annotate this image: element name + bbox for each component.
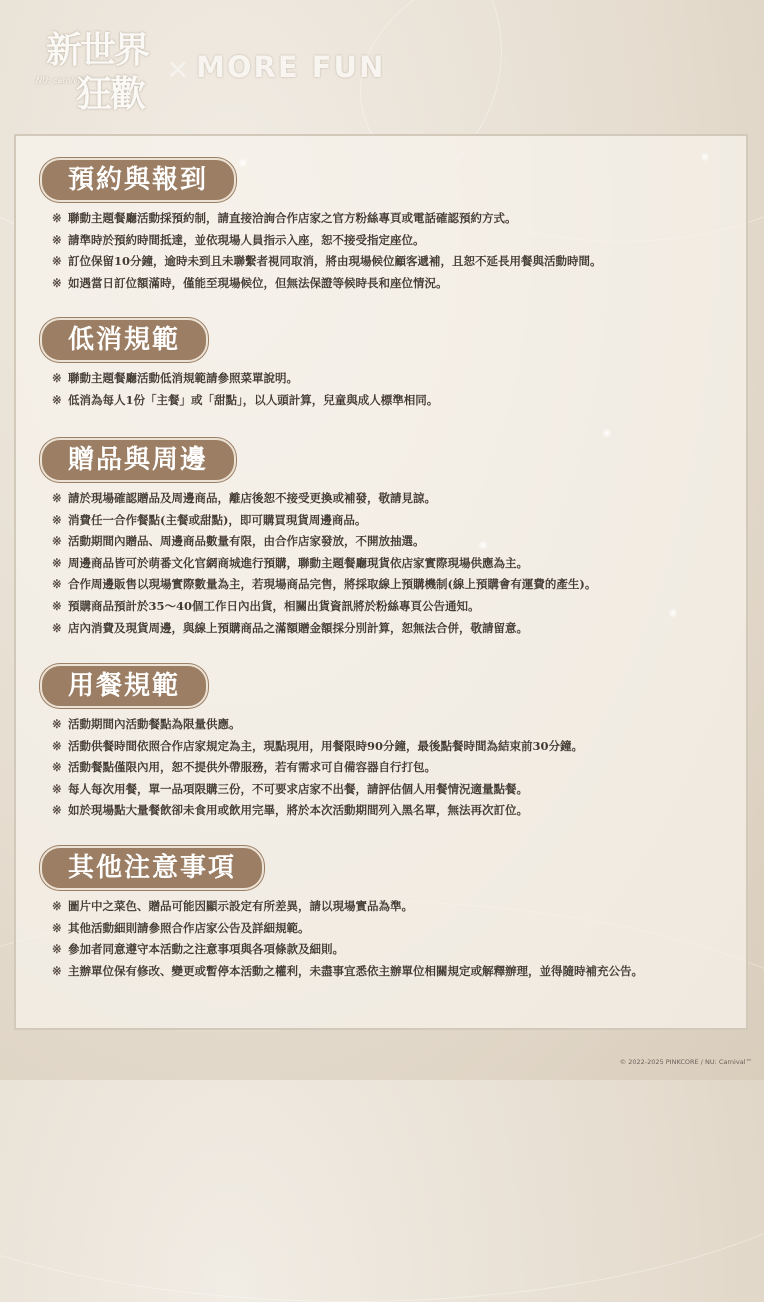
bullet-mark: ※ <box>52 598 62 613</box>
section-dining-rules <box>40 664 583 822</box>
item-text: 請準時於預約時間抵達，並依現場人員指示入座，恕不接受指定座位。 <box>68 232 425 247</box>
bullet-mark: ※ <box>52 275 62 290</box>
sparkle-decor <box>668 608 678 618</box>
item-text: 活動期間內贈品、周邊商品數量有限，由合作店家發放，不開放抽選。 <box>68 534 425 549</box>
sparkle-decor <box>602 428 612 438</box>
list-item <box>52 714 583 736</box>
bullet-mark: ※ <box>52 899 62 913</box>
item-text: 每人每次用餐，單一品項限購三份，不可要求店家不出餐，請評估個人用餐情況適量點餐。 <box>68 781 528 796</box>
list-item <box>52 368 438 390</box>
list-item <box>52 208 602 230</box>
section-items <box>40 488 596 639</box>
list-item <box>52 531 596 553</box>
copyright-footer: © 2022-2025 PINKCORE / NU: Carnival™ <box>619 1058 752 1066</box>
logo-subtitle: NU: carnival <box>36 76 85 85</box>
section-title: 用餐規範 <box>40 664 208 708</box>
notice-panel <box>14 134 748 1030</box>
bullet-mark: ※ <box>52 781 62 796</box>
list-item <box>52 553 596 575</box>
list-item <box>52 251 602 273</box>
bullet-mark: ※ <box>52 803 62 818</box>
collab-cross: × <box>166 52 190 85</box>
item-text: 預購商品預計於35～40個工作日內出貨，相關出貨資訊將於粉絲專頁公告通知。 <box>68 598 480 613</box>
list-item <box>52 961 643 983</box>
section-title: 低消規範 <box>40 318 208 362</box>
item-text: 主辦單位保有修改、變更或暫停本活動之權利，未盡事宜悉依主辦單位相關規定或解釋辦理，並得隨時補充公告。 <box>68 963 643 978</box>
item-text: 參加者同意遵守本活動之注意事項與各項條款及細則。 <box>68 942 344 957</box>
list-item <box>52 230 602 252</box>
bullet-mark: ※ <box>52 392 62 407</box>
section-other-notes <box>40 846 643 982</box>
section-reservation <box>40 158 602 294</box>
list-item <box>52 757 583 779</box>
list-item <box>52 918 643 940</box>
item-text: 聯動主題餐廳活動低消規範請參照菜單說明。 <box>68 371 298 385</box>
bullet-mark: ※ <box>52 920 62 935</box>
item-text: 聯動主題餐廳活動採預約制，請直接洽詢合作店家之官方粉絲專頁或電話確認預約方式。 <box>68 211 517 225</box>
item-text: 合作周邊販售以現場實際數量為主，若現場商品完售，將採取線上預購機制(線上預購會有運費的產生)。 <box>68 577 597 592</box>
section-title: 其他注意事項 <box>40 846 264 890</box>
bullet-mark: ※ <box>52 717 62 731</box>
item-text: 如於現場點大量餐飲卻未食用或飲用完畢，將於本次活動期間列入黑名單，無法再次訂位。 <box>68 803 528 818</box>
item-text: 訂位保留10分鐘，逾時未到且未聯繫者視同取消，將由現場候位顧客遞補，且恕不延長用餐與活動時間。 <box>68 254 602 269</box>
logo-line-1: 新世界 <box>46 29 149 71</box>
section-items <box>40 368 438 411</box>
list-item <box>52 596 596 618</box>
item-text: 活動供餐時間依照合作店家規定為主，現點現用，用餐限時90分鐘，最後點餐時間為結束前30分鐘。 <box>68 738 584 753</box>
section-gifts-merch <box>40 438 596 639</box>
more-fun-logo: MORE FUN <box>196 50 386 84</box>
list-item <box>52 510 596 532</box>
list-item <box>52 488 596 510</box>
item-text: 活動餐點僅限內用，恕不提供外帶服務，若有需求可自備容器自行打包。 <box>68 760 436 775</box>
list-item <box>52 736 583 758</box>
bullet-mark: ※ <box>52 371 62 385</box>
list-item <box>52 779 583 801</box>
bullet-mark: ※ <box>52 620 62 635</box>
bullet-mark: ※ <box>52 738 62 753</box>
item-text: 消費任一合作餐點(主餐或甜點)，即可購買現貨周邊商品。 <box>68 512 367 527</box>
section-items <box>40 896 643 982</box>
section-title: 贈品與周邊 <box>40 438 236 482</box>
bullet-mark: ※ <box>52 555 62 570</box>
list-item <box>52 896 643 918</box>
bullet-mark: ※ <box>52 512 62 527</box>
item-text: 店內消費及現貨周邊，與線上預購商品之滿額贈金額採分別計算，恕無法合併，敬請留意。 <box>68 620 528 635</box>
list-item <box>52 574 596 596</box>
list-item <box>52 390 438 412</box>
header <box>20 14 420 114</box>
list-item <box>52 939 643 961</box>
item-text: 圖片中之菜色、贈品可能因顯示設定有所差異，請以現場實品為準。 <box>68 899 413 913</box>
item-text: 其他活動細則請參照合作店家公告及詳細規範。 <box>68 920 310 935</box>
bullet-mark: ※ <box>52 232 62 247</box>
bullet-mark: ※ <box>52 963 62 978</box>
item-text: 低消為每人1份「主餐」或「甜點」，以人頭計算，兒童與成人標準相同。 <box>68 392 439 407</box>
sparkle-decor <box>700 152 710 162</box>
bullet-mark: ※ <box>52 534 62 549</box>
bullet-mark: ※ <box>52 760 62 775</box>
bullet-mark: ※ <box>52 254 62 269</box>
bullet-mark: ※ <box>52 491 62 505</box>
bullet-mark: ※ <box>52 211 62 225</box>
section-items <box>40 714 583 822</box>
item-text: 請於現場確認贈品及周邊商品，離店後恕不接受更換或補發，敬請見諒。 <box>68 491 436 505</box>
section-items <box>40 208 602 294</box>
item-text: 周邊商品皆可於萌番文化官網商城進行預購，聯動主題餐廳現貨依店家實際現場供應為主。 <box>68 555 528 570</box>
logo-line-2: 狂歡 <box>76 73 145 115</box>
item-text: 活動期間內活動餐點為限量供應。 <box>68 717 241 731</box>
section-minimum-spend <box>40 318 438 411</box>
list-item <box>52 618 596 640</box>
bullet-mark: ※ <box>52 577 62 592</box>
list-item <box>52 800 583 822</box>
list-item <box>52 273 602 295</box>
item-text: 如遇當日訂位額滿時，僅能至現場候位，但無法保證等候時長和座位情況。 <box>68 275 448 290</box>
section-title: 預約與報到 <box>40 158 236 202</box>
bullet-mark: ※ <box>52 942 62 957</box>
nu-carnival-logo <box>34 20 164 115</box>
